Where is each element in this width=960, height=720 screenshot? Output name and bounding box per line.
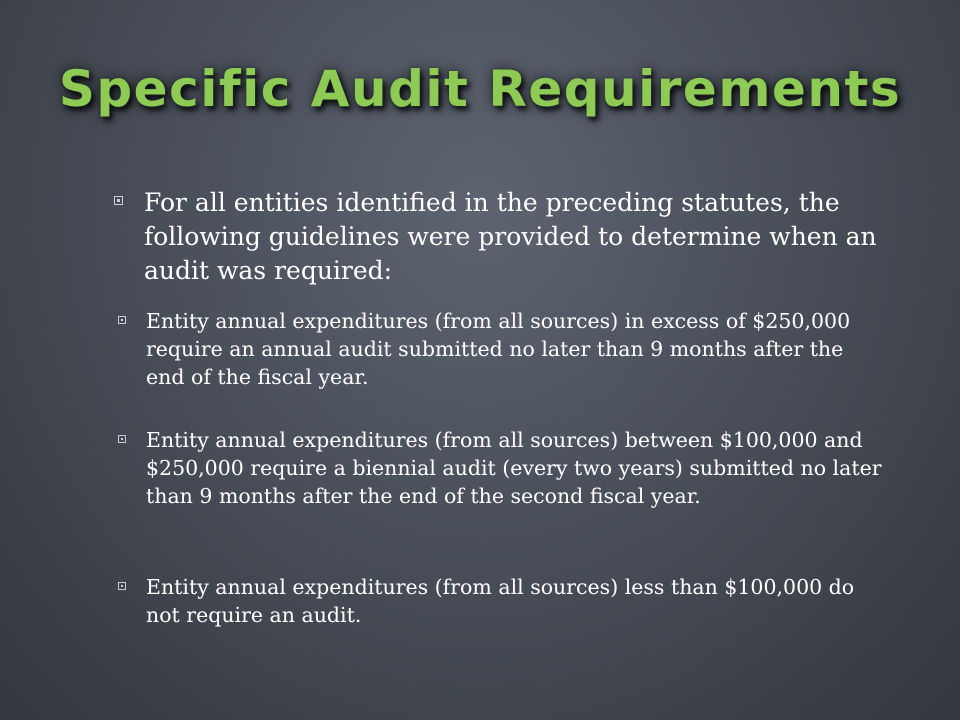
square-bullet-icon [118, 582, 126, 590]
sub-bullet-text: Entity annual expenditures (from all sources) between $100,000 and $250,000 require a biennial audit (every two years) submitted no later than 9 months after the end of the second fiscal year. [146, 428, 882, 508]
sub-bullet-text: Entity annual expenditures (from all sources) less than $100,000 do not require an audit. [146, 575, 855, 627]
bullet-text: For all entities identified in the preceding statutes, the following guidelines were provided to determine when an audit was required: [144, 188, 877, 285]
square-bullet-icon [114, 196, 123, 205]
sub-bullet-item [118, 573, 888, 629]
sub-bullet-text: Entity annual expenditures (from all sources) in excess of $250,000 require an annual audit submitted no later than 9 months after the end of the fiscal year. [146, 309, 851, 389]
square-bullet-icon [118, 435, 126, 443]
sub-bullet-item [118, 426, 888, 510]
sub-bullet-item [118, 307, 888, 391]
square-bullet-icon [118, 316, 126, 324]
slide-title: Specific Audit Requirements [58, 60, 902, 118]
bullet-item [114, 186, 894, 288]
